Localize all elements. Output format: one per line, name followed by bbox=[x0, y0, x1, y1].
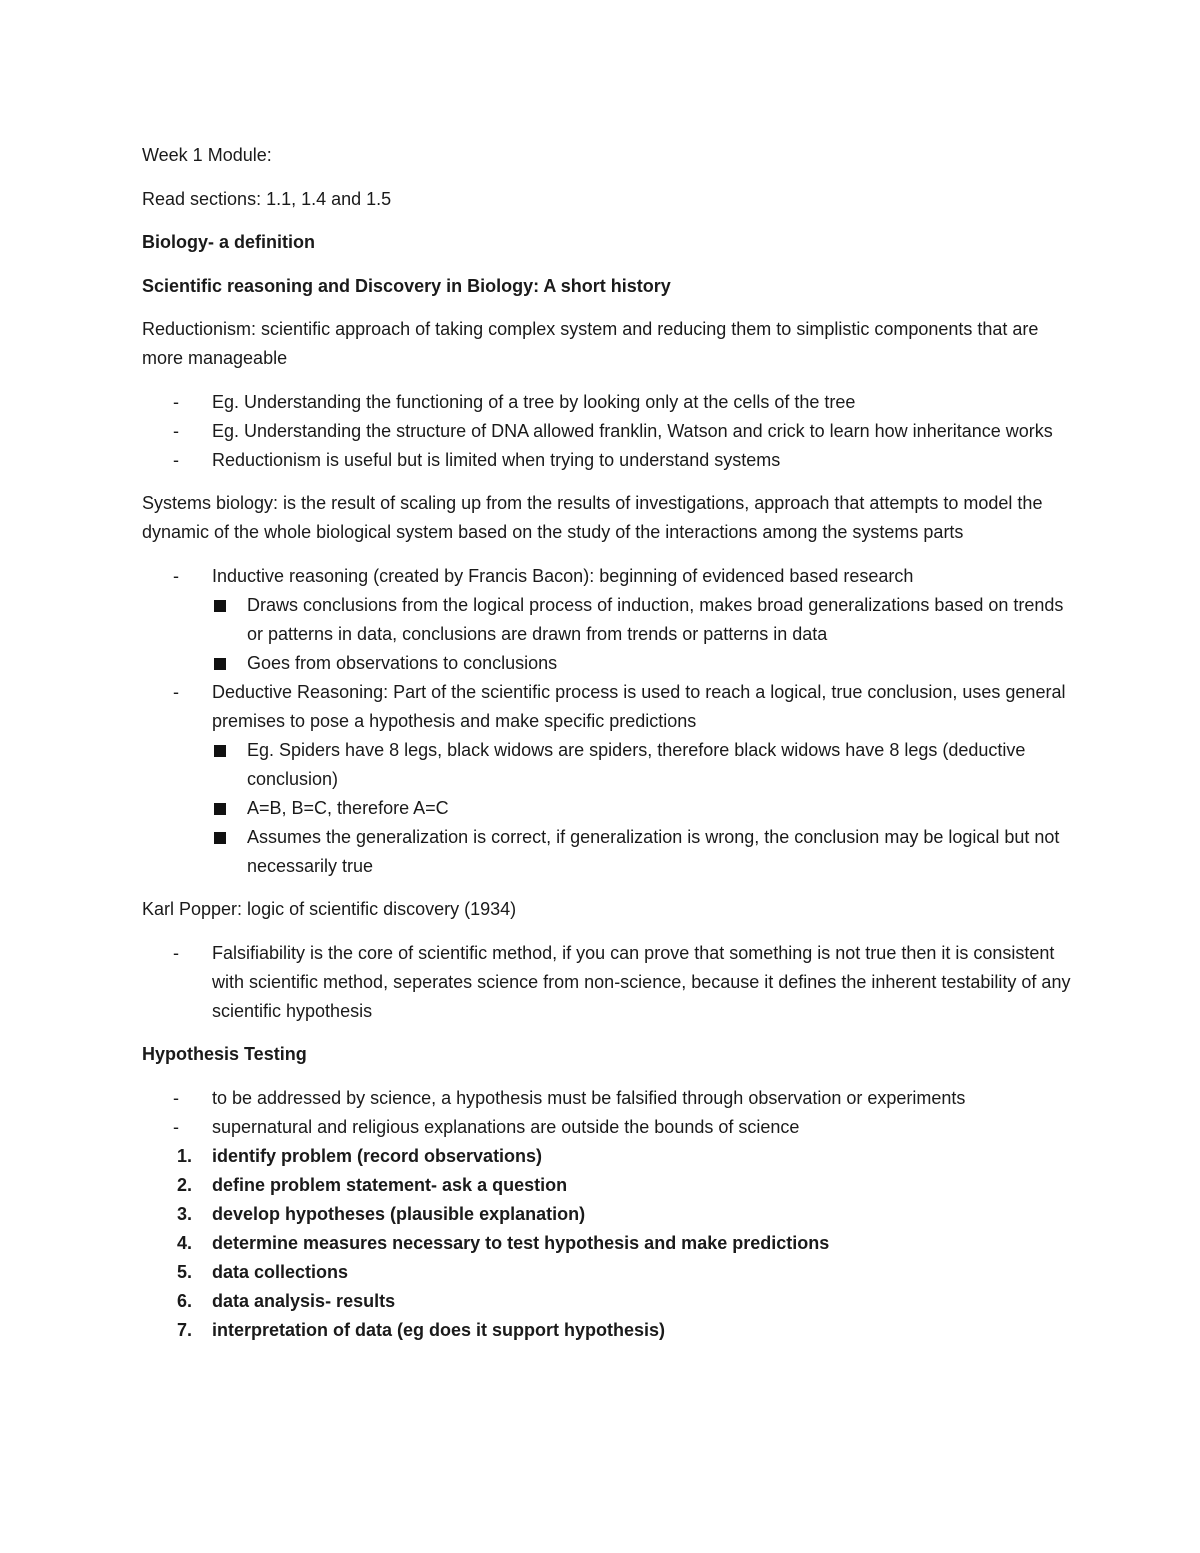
read-sections: Read sections: 1.1, 1.4 and 1.5 bbox=[142, 188, 392, 209]
sub-list-item: Eg. Spiders have 8 legs, black widows are spiders, therefore black widows have 8 legs (deductive conclusion) bbox=[212, 736, 1072, 794]
list-item-inductive: - Inductive reasoning (created by Francis Bacon): beginning of evidenced based research Draws conclusions from the logical process of induction, makes broad generalizations based on trends or patterns in data, conclusions are drawn from trends or patterns in data Goes from observations to conclusions bbox=[142, 562, 1072, 678]
square-bullet-icon bbox=[214, 745, 226, 757]
list-item: - Reductionism is useful but is limited when trying to understand systems bbox=[142, 446, 1072, 475]
hypothesis-bullets bbox=[142, 1084, 1072, 1142]
sub-list-item: Draws conclusions from the logical process of induction, makes broad generalizations based on trends or patterns in data, conclusions are drawn from trends or patterns in data bbox=[212, 591, 1072, 649]
systems-biology-paragraph: Systems biology: is the result of scaling up from the results of investigations, approach that attempts to model the dynamic of the whole biological system based on the study of the interactions among the systems parts bbox=[142, 493, 1043, 542]
hypothesis-steps bbox=[142, 1142, 1072, 1345]
list-item: - Falsifiability is the core of scientific method, if you can prove that something is not true then it is consistent with scientific method, seperates science from non-science, because it defines the inherent testability of any scientific hypothesis bbox=[142, 939, 1072, 1026]
step-item: 2. define problem statement- ask a question bbox=[177, 1174, 568, 1195]
heading-biology-definition: Biology- a definition bbox=[142, 232, 315, 252]
dash-marker: - bbox=[173, 565, 179, 586]
list-item-deductive: - Deductive Reasoning: Part of the scientific process is used to reach a logical, true conclusion, uses general premises to pose a hypothesis and make specific predictions Eg. Spiders have 8 legs, black widows are spiders, therefore black widows have 8 legs (deductive conclusion) A=B, B=C, therefore A=C Assumes the generalization is correct, if generalization is wrong, the conclusion may be logical but not necessarily true bbox=[142, 678, 1072, 881]
dash-marker: - bbox=[173, 449, 179, 470]
dash-marker: - bbox=[173, 942, 179, 963]
week-label: Week 1 Module: bbox=[142, 145, 272, 165]
dash-marker: - bbox=[173, 1116, 179, 1137]
dash-marker: - bbox=[173, 681, 179, 702]
step-item: 6. data analysis- results bbox=[177, 1290, 396, 1311]
heading-scientific-reasoning: Scientific reasoning and Discovery in Biology: A short history bbox=[142, 275, 671, 296]
reductionism-list bbox=[142, 388, 1072, 475]
list-item: - to be addressed by science, a hypothesis must be falsified through observation or experiments bbox=[142, 1084, 1072, 1113]
reasoning-list bbox=[142, 562, 1072, 881]
reductionism-paragraph: Reductionism: scientific approach of taking complex system and reducing them to simplistic components that are more manageable bbox=[142, 319, 1039, 368]
inductive-sublist bbox=[212, 591, 1072, 678]
sub-list-item: A=B, B=C, therefore A=C bbox=[212, 794, 1072, 823]
popper-paragraph: Karl Popper: logic of scientific discovery (1934) bbox=[142, 899, 517, 919]
dash-marker: - bbox=[173, 391, 179, 412]
heading-hypothesis-testing: Hypothesis Testing bbox=[142, 1044, 307, 1064]
step-item: 1. identify problem (record observations) bbox=[177, 1145, 543, 1166]
dash-marker: - bbox=[173, 420, 179, 441]
square-bullet-icon bbox=[214, 832, 226, 844]
step-item: 5. data collections bbox=[177, 1261, 349, 1282]
sub-list-item: Goes from observations to conclusions bbox=[212, 649, 1072, 678]
sub-list-item: Assumes the generalization is correct, if generalization is wrong, the conclusion may be logical but not necessarily true bbox=[212, 823, 1072, 881]
list-item: - Eg. Understanding the structure of DNA allowed franklin, Watson and crick to learn how inheritance works bbox=[142, 417, 1072, 446]
popper-list bbox=[142, 939, 1072, 1026]
square-bullet-icon bbox=[214, 803, 226, 815]
step-item: 4. determine measures necessary to test hypothesis and make predictions bbox=[177, 1232, 830, 1253]
deductive-sublist bbox=[212, 736, 1072, 881]
list-item: - supernatural and religious explanations are outside the bounds of science bbox=[142, 1113, 1072, 1142]
square-bullet-icon bbox=[214, 658, 226, 670]
document-body bbox=[142, 141, 1072, 1359]
step-item: 7. interpretation of data (eg does it support hypothesis) bbox=[177, 1319, 666, 1340]
square-bullet-icon bbox=[214, 600, 226, 612]
list-item: - Eg. Understanding the functioning of a tree by looking only at the cells of the tree bbox=[142, 388, 1072, 417]
dash-marker: - bbox=[173, 1087, 179, 1108]
step-item: 3. develop hypotheses (plausible explanation) bbox=[177, 1203, 586, 1224]
